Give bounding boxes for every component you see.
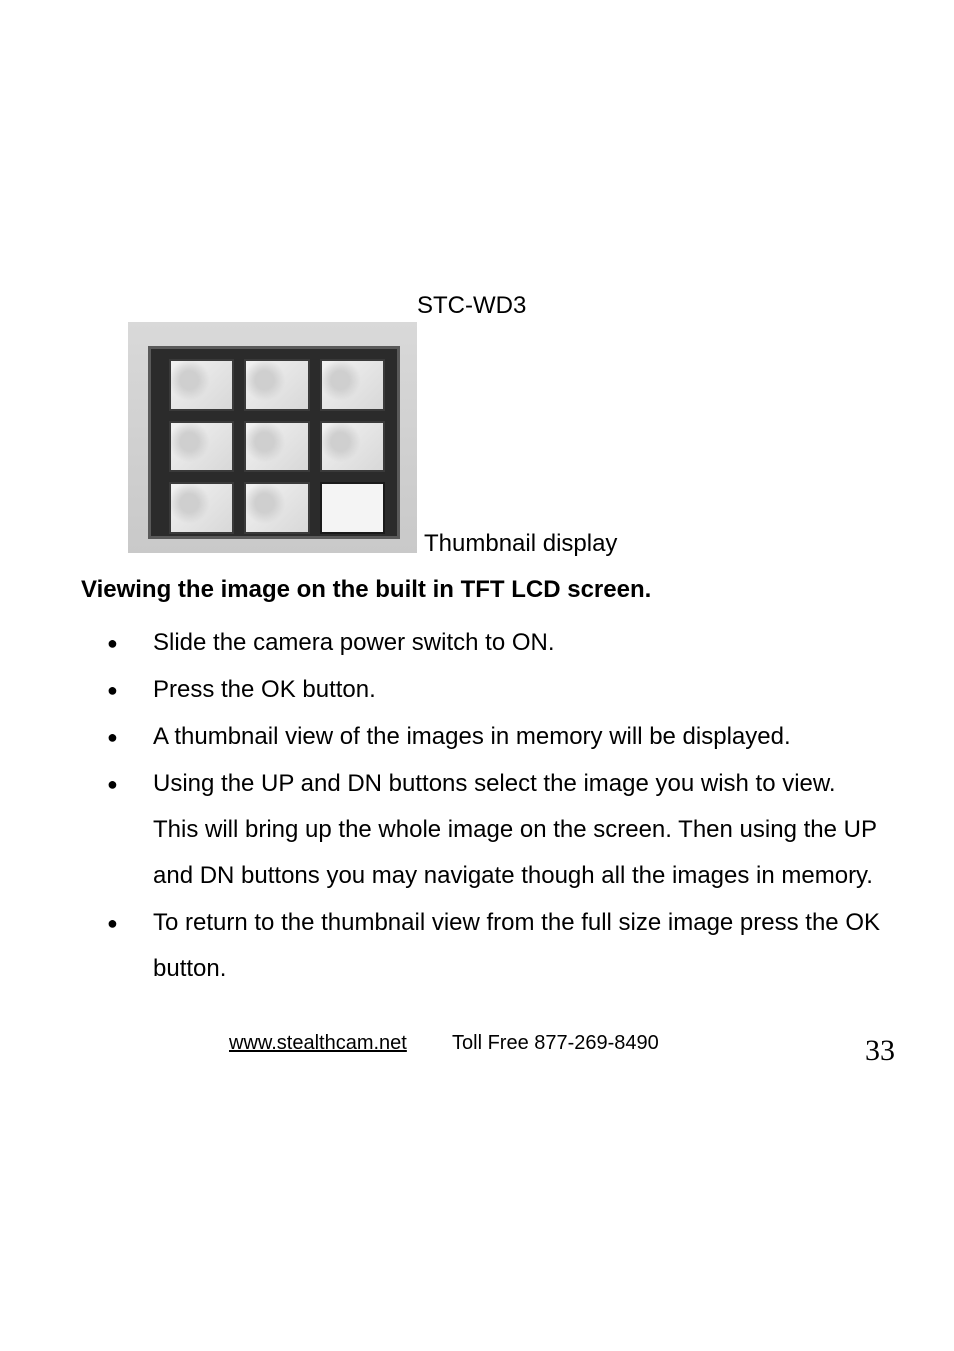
thumbnail [169, 482, 234, 534]
bullet-icon: ● [107, 774, 118, 794]
list-item-text: A thumbnail view of the images in memory will be displayed. [153, 723, 791, 750]
thumbnail [169, 359, 234, 411]
thumbnail-display-photo [128, 322, 417, 553]
list-item [0, 620, 954, 666]
thumbnail [244, 359, 309, 411]
thumbnail-selected [320, 482, 385, 534]
website-link[interactable]: www.stealthcam.net [229, 1032, 407, 1054]
list-item-text: To return to the thumbnail view from the full size image press the OK button. [153, 909, 880, 982]
bullet-icon: ● [107, 633, 118, 653]
bullet-icon: ● [107, 913, 118, 933]
thumbnail-grid [169, 359, 385, 534]
list-item-text: Slide the camera power switch to ON. [153, 629, 555, 656]
figure-caption: Thumbnail display [424, 530, 618, 557]
toll-free-phone: Toll Free 877-269-8490 [452, 1032, 659, 1054]
thumbnail [320, 421, 385, 473]
bullet-icon: ● [107, 727, 118, 747]
list-item [0, 714, 954, 760]
thumbnail [244, 482, 309, 534]
section-heading: Viewing the image on the built in TFT LCD screen. [81, 576, 652, 603]
bullet-icon: ● [107, 680, 118, 700]
thumbnail [169, 421, 234, 473]
list-item-text: Using the UP and DN buttons select the image you wish to view. This will bring up the whole image on the screen. Then using the UP and DN buttons you may navigate though all the images in memory. [153, 770, 877, 889]
lcd-screen [148, 346, 400, 539]
list-item [0, 667, 954, 713]
instruction-list [0, 620, 954, 993]
page-number: 33 [865, 1034, 895, 1067]
thumbnail [244, 421, 309, 473]
list-item-text: Press the OK button. [153, 676, 376, 703]
list-item [0, 761, 954, 899]
model-label: STC-WD3 [417, 292, 527, 319]
list-item [0, 900, 954, 992]
thumbnail [320, 359, 385, 411]
